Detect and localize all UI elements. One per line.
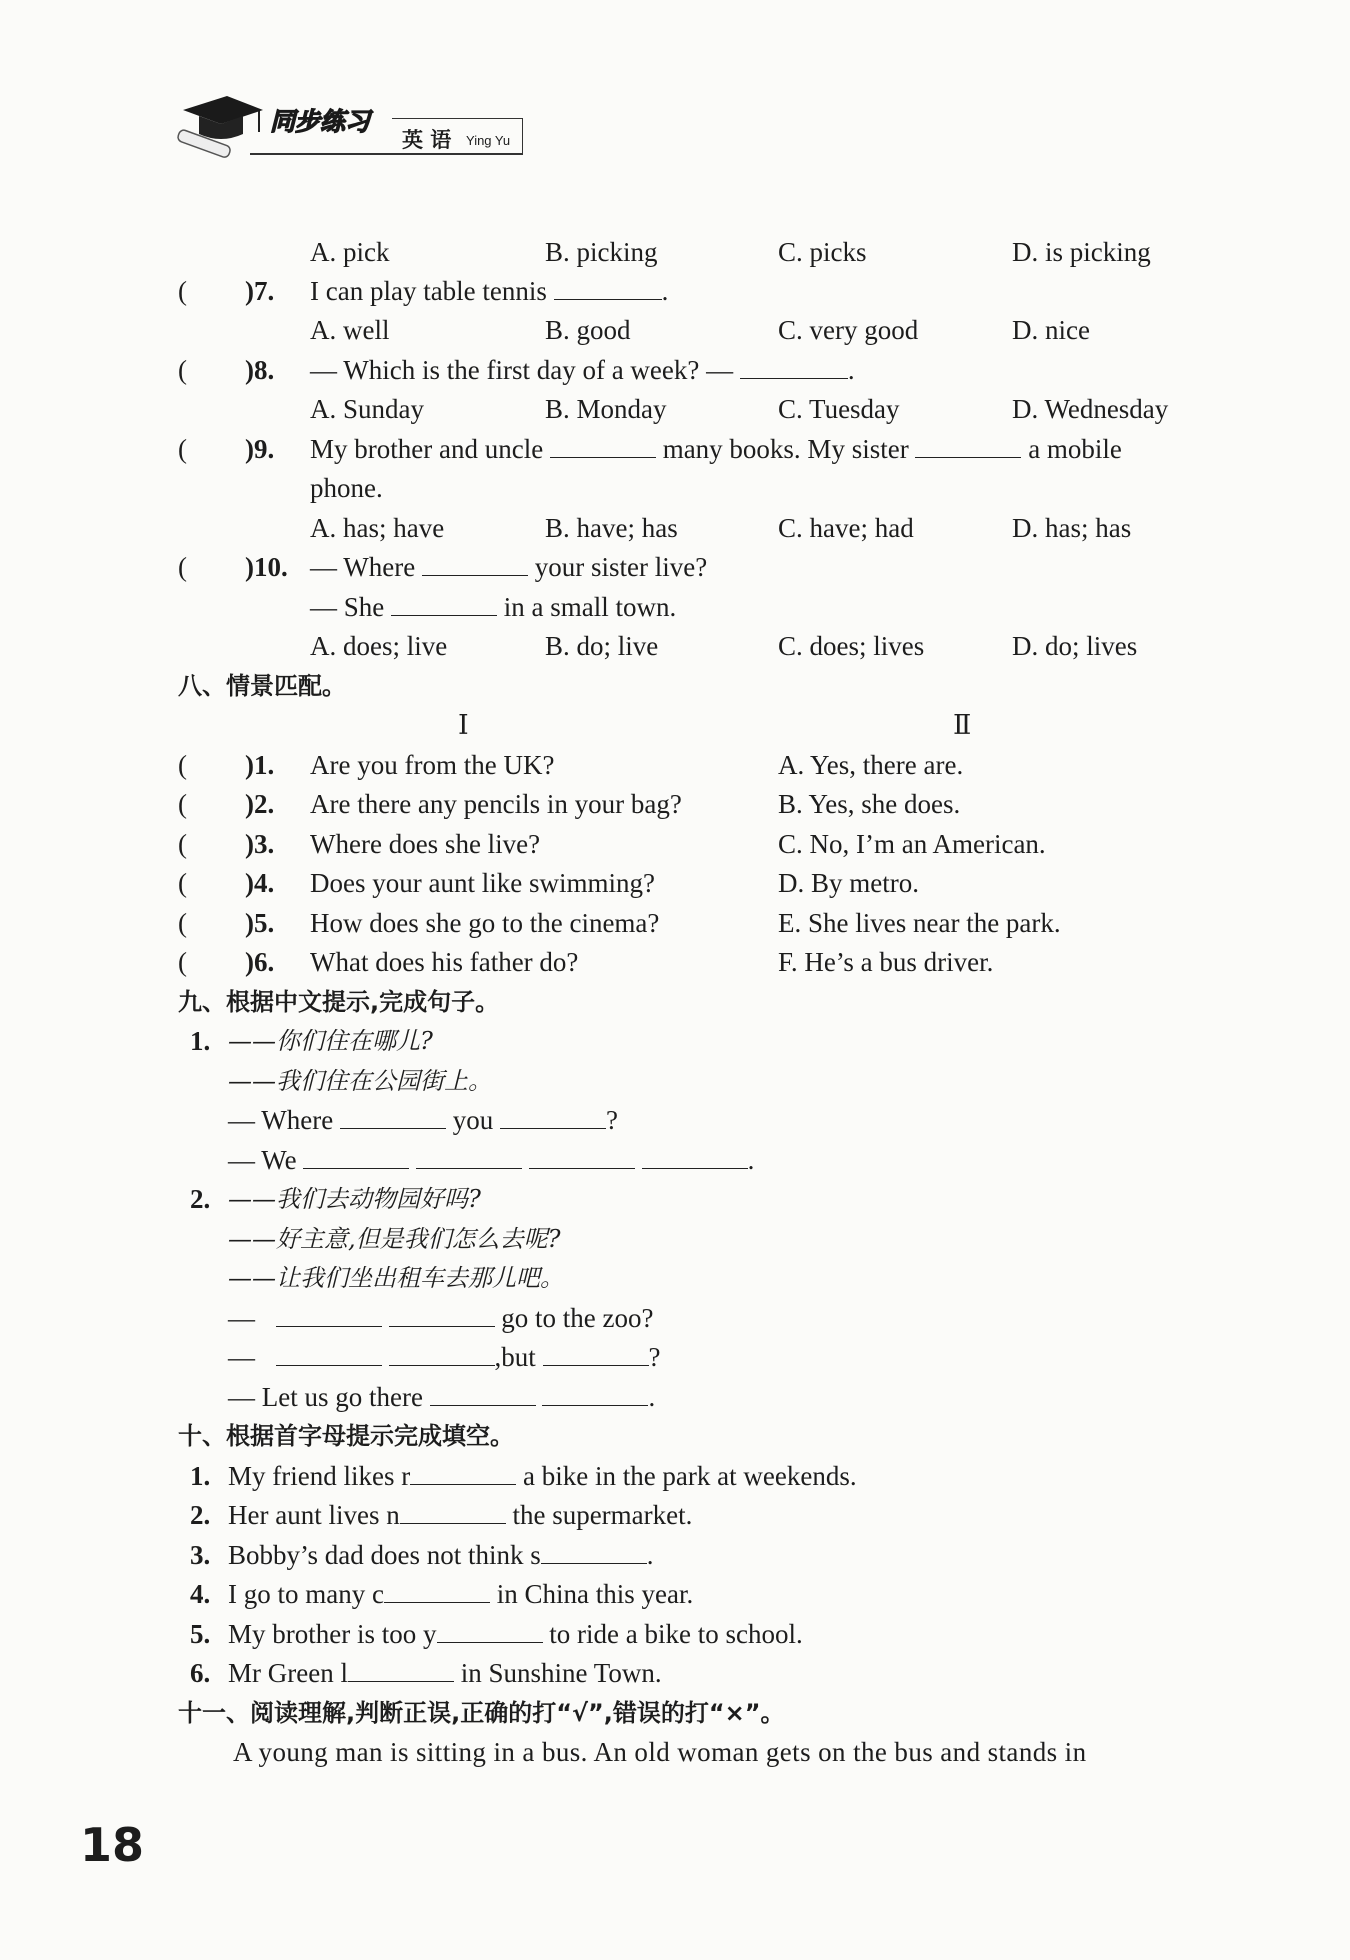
matching-answer: D. By metro. [778,868,919,898]
answer-paren[interactable]: ( [178,868,187,898]
sentence: Mr Green l in Sunshine Town. [228,1653,662,1693]
sec9-q2-en1 [0,1298,1350,1338]
q8-options [0,389,1350,429]
matching-row [0,903,1350,943]
matching-question: What does his father do? [310,947,579,977]
answer-blank[interactable] [303,1142,409,1169]
option: D. nice [1012,315,1090,345]
matching-question: How does she go to the cinema? [310,908,660,938]
fill-item [0,1456,1350,1496]
chinese-prompt: ——我们住在公园街上。 [228,1067,492,1095]
section-11-title [0,1693,1350,1733]
option: D. has; has [1012,513,1132,543]
matching-question: Are there any pencils in your bag? [310,789,682,819]
question-text: phone. [310,473,383,503]
sec9-q2-cn1 [0,1179,1350,1219]
column-header-2: Ⅱ [953,710,972,740]
answer-blank[interactable] [276,1339,382,1366]
answer-paren[interactable]: ( [178,552,187,582]
chinese-prompt: ——好主意,但是我们怎么去呢? [228,1225,561,1253]
option: A. has; have [310,513,445,543]
question-number: )6. [245,947,275,977]
option: A. pick [310,237,390,267]
answer-blank[interactable] [740,352,848,379]
sentence: Bobby’s dad does not think s . [228,1535,654,1575]
q9-options [0,508,1350,548]
option: C. have; had [778,513,914,543]
question-8 [0,350,1350,390]
question-9 [0,429,1350,469]
question-text: — She in a small town. [310,587,676,627]
answer-blank[interactable] [554,273,662,300]
chinese-prompt: ——我们去动物园好吗? [228,1185,481,1213]
sec9-q1-cn1 [0,1021,1350,1061]
fill-item [0,1574,1350,1614]
sentence: I go to many c in China this year. [228,1574,693,1614]
answer-blank[interactable] [276,1300,382,1327]
subject-label: 英 语 [402,128,452,152]
sec9-q2-cn2 [0,1219,1350,1259]
section-title: 十一、阅读理解,判断正误,正确的打“√”,错误的打“×”。 [178,1699,785,1727]
answer-blank[interactable] [642,1142,748,1169]
section-10-title [0,1416,1350,1456]
sentence: — go to the zoo? [228,1298,653,1338]
answer-blank[interactable] [391,589,497,616]
answer-paren[interactable]: ( [178,276,187,306]
fill-item [0,1614,1350,1654]
option: A. well [310,315,390,345]
question-number: 2. [190,1500,211,1530]
question-number: 6. [190,1658,211,1688]
answer-blank[interactable] [550,431,656,458]
sentence: — ,but ? [228,1337,661,1377]
section-title: 八、情景匹配。 [178,672,346,700]
question-number: )10. [245,552,288,582]
question-number: )5. [245,908,275,938]
graduation-cap-icon [175,88,265,163]
sentence: My brother is too y to ride a bike to school. [228,1614,803,1654]
question-number: 1. [190,1026,211,1056]
sec9-q1-cn2 [0,1061,1350,1101]
question-number: 5. [190,1619,211,1649]
option: C. picks [778,237,867,267]
fill-item [0,1653,1350,1693]
question-number: )4. [245,868,275,898]
question-number: 2. [190,1184,211,1214]
option: C. Tuesday [778,394,900,424]
sec9-q2-en3 [0,1377,1350,1417]
question-text: I can play table tennis . [310,271,668,311]
sec9-q2-cn3 [0,1258,1350,1298]
passage-text: A young man is sitting in a bus. An old woman gets on the bus and stands in [233,1737,1087,1767]
answer-blank[interactable] [915,431,1021,458]
question-7 [0,271,1350,311]
matching-question: Are you from the UK? [310,750,555,780]
answer-paren[interactable]: ( [178,908,187,938]
question-number: 3. [190,1540,211,1570]
sentence: My friend likes r a bike in the park at weekends. [228,1456,857,1496]
option: A. Sunday [310,394,424,424]
question-text: — Which is the first day of a week? — . [310,350,855,390]
answer-blank[interactable] [389,1339,495,1366]
sec9-q2-en2 [0,1337,1350,1377]
question-number: )1. [245,750,275,780]
option: B. do; live [545,631,659,661]
question-10 [0,547,1350,587]
answer-blank[interactable] [541,1537,647,1564]
matching-row [0,824,1350,864]
question-number: )2. [245,789,275,819]
matching-question: Where does she live? [310,829,541,859]
answer-blank[interactable] [400,1497,506,1524]
brand-title: 同步练习 [270,107,371,136]
answer-blank[interactable] [430,1379,536,1406]
q7-options [0,310,1350,350]
question-number: )7. [245,276,275,306]
answer-blank[interactable] [340,1102,446,1129]
section-9-title [0,982,1350,1022]
option: B. Monday [545,394,667,424]
answer-paren[interactable]: ( [178,789,187,819]
option: C. very good [778,315,919,345]
chinese-prompt: ——你们住在哪儿? [228,1027,433,1055]
question-number: )9. [245,434,275,464]
matching-answer: F. He’s a bus driver. [778,947,994,977]
q6-options [0,232,1350,272]
fill-item [0,1535,1350,1575]
matching-answer: C. No, I’m an American. [778,829,1046,859]
answer-paren[interactable]: ( [178,750,187,780]
section-title: 九、根据中文提示,完成句子。 [178,988,500,1016]
matching-row [0,863,1350,903]
option: B. have; has [545,513,678,543]
answer-blank[interactable] [529,1142,635,1169]
sec9-q1-en2 [0,1140,1350,1180]
option: D. do; lives [1012,631,1138,661]
option: B. picking [545,237,658,267]
answer-blank[interactable] [542,1379,648,1406]
answer-blank[interactable] [384,1576,490,1603]
answer-blank[interactable] [500,1102,606,1129]
page-number: 18 [80,1818,145,1872]
answer-blank[interactable] [543,1339,649,1366]
answer-paren[interactable]: ( [178,434,187,464]
answer-blank[interactable] [437,1616,543,1643]
header-box [392,118,523,155]
matching-answer: E. She lives near the park. [778,908,1061,938]
matching-row [0,784,1350,824]
matching-column-headers [0,705,1350,745]
sentence: — We . [228,1140,754,1180]
question-text: — Where your sister live? [310,547,707,587]
question-10-cont [0,587,1350,627]
question-number: )8. [245,355,275,385]
answer-paren[interactable]: ( [178,829,187,859]
question-9-cont [0,468,1350,508]
option: D. is picking [1012,237,1151,267]
answer-paren[interactable]: ( [178,947,187,977]
answer-blank[interactable] [422,549,528,576]
option: B. good [545,315,631,345]
section-8-title [0,666,1350,706]
q10-options [0,626,1350,666]
option: C. does; lives [778,631,925,661]
answer-blank[interactable] [416,1142,522,1169]
question-number: )3. [245,829,275,859]
column-header-1: Ⅰ [458,710,469,740]
answer-blank[interactable] [410,1458,516,1485]
option: A. does; live [310,631,448,661]
question-number: 1. [190,1461,211,1491]
fill-item [0,1495,1350,1535]
matching-answer: B. Yes, she does. [778,789,961,819]
option: D. Wednesday [1012,394,1169,424]
subject-pinyin: Ying Yu [466,133,511,148]
matching-row [0,745,1350,785]
sentence: — Where you ? [228,1100,618,1140]
sentence: Her aunt lives n the supermarket. [228,1495,692,1535]
answer-paren[interactable]: ( [178,355,187,385]
answer-blank[interactable] [389,1300,495,1327]
sec9-q1-en1 [0,1100,1350,1140]
reading-passage [0,1732,1350,1772]
section-title: 十、根据首字母提示完成填空。 [178,1422,514,1450]
question-number: 4. [190,1579,211,1609]
answer-blank[interactable] [348,1655,454,1682]
chinese-prompt: ——让我们坐出租车去那儿吧。 [228,1264,564,1292]
matching-question: Does your aunt like swimming? [310,868,655,898]
matching-answer: A. Yes, there are. [778,750,964,780]
sentence: — Let us go there . [228,1377,655,1417]
matching-row [0,942,1350,982]
question-text: My brother and uncle many books. My sister a mobile [310,429,1122,469]
